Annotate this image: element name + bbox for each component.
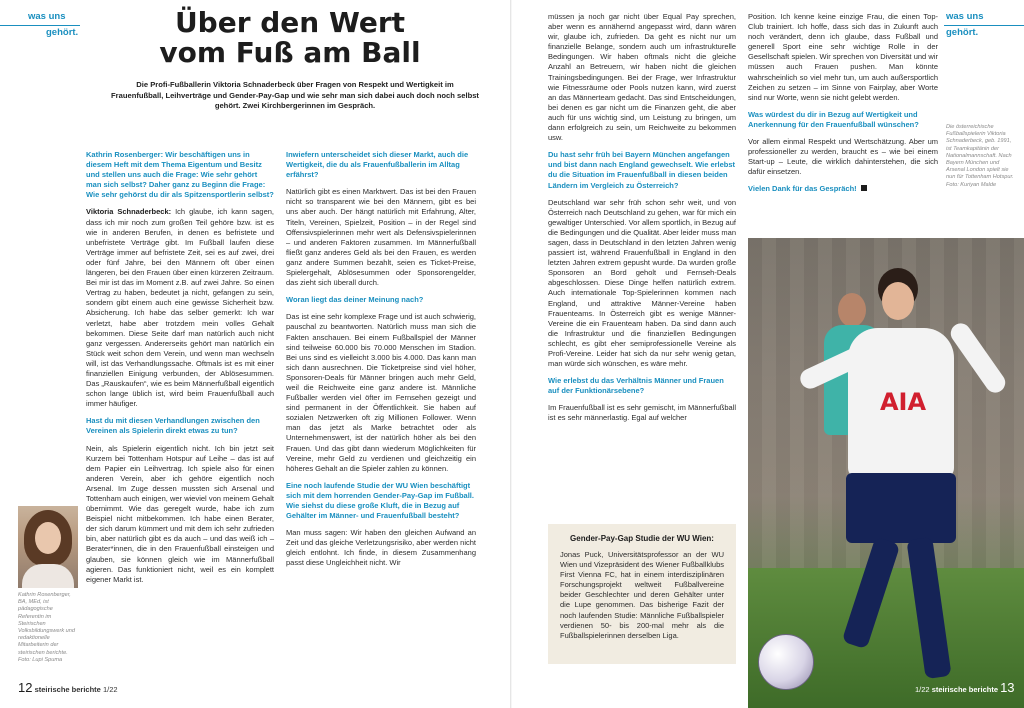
answer: Deutschland war sehr früh schon sehr weit, und von Österreich nach Deutschland zu gehen, war für mich ein gewaltiger Unterschied. Vor allem sportlich, in Bezug auf die Bedingungen und die Qualität. Aber leider muss man sagen, dass in Deutschland in den letzten Jahren wenig passiert ist, während Frauenfußball in England in den letzten Jahren extrem gepusht wurde. Da wurden große Sponsoren an Bord geholt und Fernseh-Deals abgeschlossen. Diese Dinge helfen natürlich extrem. Auch internationale Top-Spielerinnen kommen nach England, und attraktive Männer-Vereine haben Frauenteams. In Österreich gibt es wenige Männer-Vereine die ein Frauenteam haben. Da sind dann auch die Infrastruktur und die finanziellen Bedingungen schlecht, es gibt eher semiprofessionelle Vereine als Profi-Vereine. Leider hat sich da nur sehr wenig getan, man würde sich wünschen, es wäre mehr. [548,197,736,369]
page-number: 13 [1000,680,1015,695]
answer: Natürlich gibt es einen Marktwert. Das ist bei den Frauen nicht so transparent wie bei den Männern, gibt es bei uns aber auch. Der hängt natürlich mit Erfahrung, Alter, Titeln, Vereinen, Spielzeit, Position – in der Regel sind Offensivspielerinnen mehr wert als Defensivspielerinnen – und anderen Faktoren zusammen. Im Männerfußball fließt ganz anderes Geld als bei den Frauen, es werden ganz andere Summen bezahlt, seien es Ticket-Preise, Spielergehalt, Ablösesummen oder Sponsorengelder, das zieht sich überall durch. [286,187,476,288]
player-figure [838,268,1018,708]
answer: Position. Ich kenne keine einzige Frau, die einen Top-Club trainiert. Ich hoffe, dass sich das in Zukunft auch noch verändert, denn ich glaube, dass Fußball und generell Sport eine sehr wichtige Rolle in der Gesellschaft spielen. Wir sprechen von Diversität und wir müssen auch Frauen pushen. Man könnte wahrscheinlich so viel mehr tun, um auch außersportlich Zeichen zu setzen – im Sinne von Fairplay, aber Worte sind nur Worte, wenn sie nicht gelebt werden. [748,12,938,102]
issue-number: 1/22 [102,685,118,694]
column-1 [86,150,274,592]
question: Hast du mit diesen Verhandlungen zwischen den Vereinen als Spielerin direkt etwas zu tun? [86,416,260,436]
section-tag-left: was uns gehört. [0,10,80,39]
folio-left [18,680,118,695]
answer: Viktoria Schnaderbeck: Ich glaube, ich kann sagen, dass ich mir noch zum großen Teil gehöre bzw. ist es wie in anderen Berufen, in denen es befristete und unbefristete Verträge gibt. Im Fußball laufen diese Verträge immer auf befristete Zeit, sei es auf zwei, drei oder fünf Jahre, bei den Männern oft über einen längeren, bei den Frauen über einen kürzeren Zeitraum. Bei mir ist das im Moment z.B. auf zwei Jahre. So einen Vertrag zu haben, bedeutet ja nicht, gefangen zu sein, sondern gibt einem auch eine gewisse Sicherheit bzw. Absicherung. Ich habe das selber gemerkt: Ich war verletzt, habe aber trotzdem mein volles Gehalt bekommen. Diese Seite darf man natürlich auch nicht ganz vergessen. Andererseits gehört man natürlich ein Stück weit schon dem Verein, und wenn man wechseln will, ist das Verhandlungssache. Oftmals ist es mit einer finanziellen Einigung verbunden, der Ablösesummen. Das „Rauskaufen“, wie es beim Männerfußball eigentlich schon lange üblich ist, wird beim Frauenfußball auch immer häufiger. [86,207,275,409]
answer: Vor allem einmal Respekt und Wertschätzung. Aber um professioneller zu werden, braucht es – wie bei einem Start-up – Leute, die wirklich dahinterstehen, die sich dafür einsetzen. [748,137,938,177]
column-2 [286,150,476,576]
question: Wie erlebst du das Verhältnis Männer und Frauen auf der Funktionärsebene? [548,376,724,396]
magazine-name: steirische berichte [34,685,101,694]
page-number: 12 [18,680,33,695]
question: Du hast sehr früh bei Bayern München angefangen und bist dann nach England gewechselt. Wie erlebst du die Situation im Frauenfußball in diesen beiden Ländern im Vergleich zu Österreich? [548,150,736,190]
player-photo [748,238,1024,708]
headline: Über den Wert vom Fuß am Ball [159,6,421,69]
column-4 [748,12,938,202]
folio-right [915,680,1015,695]
answer: Im Frauenfußball ist es sehr gemischt, im Männerfußball ist es sehr männerlastig. Egal auf welcher [548,403,736,423]
end-mark-icon [861,185,867,191]
answer: müssen ja noch gar nicht über Equal Pay sprechen, aber wenn es annähernd angepasst wird, dann wären wir, glaube ich, zufrieden. Da geht es nicht nur um finanzielle Belange, sondern auch um infrastrukturelle Bedingungen. Wir haben oftmals nicht die gleiche Anzahl an Betreuern, wir haben nicht die gleichen Trainingsbedingungen. Bei der Frage, wer Infrastruktur wie Fitnessräume oder Pools nutzen kann, wird zuerst an das Männerteam gedacht. Das sind Entscheidungen, bei denen es gar nicht um die Finanzen geht, die aber auch für uns wichtig sind, um Leistung zu bringen, um dann erfolgreich zu sein, um Reichweite zu bekommen usw. [548,12,736,143]
shirt-sponsor-logo: AIA [879,388,927,416]
question: Inwiefern unterscheidet sich dieser Markt, auch die Wertigkeit, die du als Frauenfußballerin im Alltag erfährst? [286,150,469,180]
lead-text: Die Profi-Fußballerin Viktoria Schnaderbeck über Fragen von Respekt und Wertigkeit im Frauenfußball, Leihverträge und Gender-Pay-Gap und wie sehr man sich dabei auch doch noch selbst gehört. Zwei Kirchbergerinnen im Gespräch. [111,80,479,110]
answer: Man muss sagen: Wir haben den gleichen Aufwand an Zeit und das gleiche Verletzungsrisiko, aber werden nicht gleich entlohnt. Ich finde, in diesem Zusammenhang passt diese Ungleichheit nicht. Wir [286,528,476,568]
answer: Das ist eine sehr komplexe Frage und ist auch schwierig, pauschal zu beantworten. Natürlich muss man sich die Fakten anschauen. Bei einem Fußballspiel der Männer sind teilweise 60.000 bis 70.000 Menschen im Stadion. Bei uns sind es vielleicht 3.000 bis 4.000. Das kann man sich dann ausrechnen. Die Ticketpreise sind viel höher, Sponsoren-Deals für Männer bringen auch mehr Geld, weil die Reichweite eine ganz andere ist. Männliche Fußballer werden viel öfter im Fernsehen gezeigt und sind permanent in der Öffentlichkeit. Sie haben auf sozialen Netzwerken oft zig Millionen Follower. Wenn man das jetzt als Marke betrachtet oder als Unternehmenswert, ist der natürlich höher als bei den Frauen. Und das gibt dann wiederum Möglichkeiten für Vereine, mehr Geld zu verdienen und gleichzeitig ein höheres Gehalt an die Spieler zahlen zu können. [286,312,476,473]
question: Kathrin Rosenberger: Wir beschäftigen uns in diesem Heft mit dem Thema Eigentum und Besitz und stellen uns auch die Frage: Wie sehr gehört man sich selbst? Daher ganz zu Beginn die Frage: Wie sehr gehörst du dir als Spitzensportlerin selbst? [86,150,274,200]
author-caption: Kathrin Rosenberger, BA, MEd, ist pädagogische Referentin im Steirischen Volksbildungswerk und redaktionelle Mitarbeiterin der steirischen berichte. Foto: Lupi Spuma [18,592,76,663]
info-box-body: Jonas Puck, Universitätsprofessor an der WU Wien und Vizepräsident des Wiener Fußballklubs First Vienna FC, hat in einem interdisziplinären Forschungsprojekt weltweit Fußballvereine beider Geschlechter und deren Gehälter unter die Lupe genommen. Das bisherige Fazit der noch laufenden Studie: Männliche Fußballspieler verdienen 50- bis 200-mal mehr als die Fußballspielerinnen derselben Liga. [560,550,724,640]
question: Eine noch laufende Studie der WU Wien beschäftigt sich mit dem horrenden Gender-Pay-Gap im Fußball. Wie siehst du diese große Kluft, die in Bezug auf Gehälter im Männer- und Frauenfußball besteht? [286,480,474,521]
question: Was würdest du dir in Bezug auf Wertigkeit und Anerkennung für den Frauenfußball wünschen? [748,109,919,129]
issue-number: 1/22 [915,685,930,694]
closing-line: Vielen Dank für das Gespräch! [748,184,938,194]
question: Woran liegt das deiner Meinung nach? [286,295,424,305]
football-icon [758,634,814,690]
answer: Nein, als Spielerin eigentlich nicht. Ich bin jetzt seit Kurzem bei Tottenham Hotspur auf Leihe – das ist auf dem Papier ein Leihvertrag. Ich spiele also für einen anderen Verein, aber ich gehöre eigentlich noch Arsenal. Im Zuge dessen mussten sich Arsenal und Tottenham auch einigen, wer wieviel von meinem Gehalt übernimmt. Wie das geregelt wurde, habe ich zum Beispiel nicht mitbekommen. Ich habe einen Berater, der sich darum kümmert und mit dem ich sehr zufrieden bin, aber natürlich gibt es da auch – und das weiß ich – Berater*innen, die in den Frauenfußball einsteigen und glauben, sie können gleich wie im Männerfußball agieren. Das funktioniert nicht, weil es ein komplett eigener Markt ist. [86,443,274,584]
info-box [548,524,736,664]
author-portrait [18,506,78,588]
info-box-title: Gender-Pay-Gap Studie der WU Wien: [570,534,714,543]
photo-caption: Die österreichische Fußballspielerin Viktoria Schnaderbeck, geb. 1991, ist Teamkapitänin der Nationalmannschaft. Nach Bayern München und Arsenal London spielt sie nun für Tottenham Hotspur. Foto: Kuriyan Malde [946,124,1014,188]
magazine-name: steirische berichte [931,685,998,694]
section-tag-right: was uns gehört. [944,10,1024,39]
column-3 [548,12,736,431]
speaker-name: Viktoria Schnaderbeck: [86,207,172,217]
